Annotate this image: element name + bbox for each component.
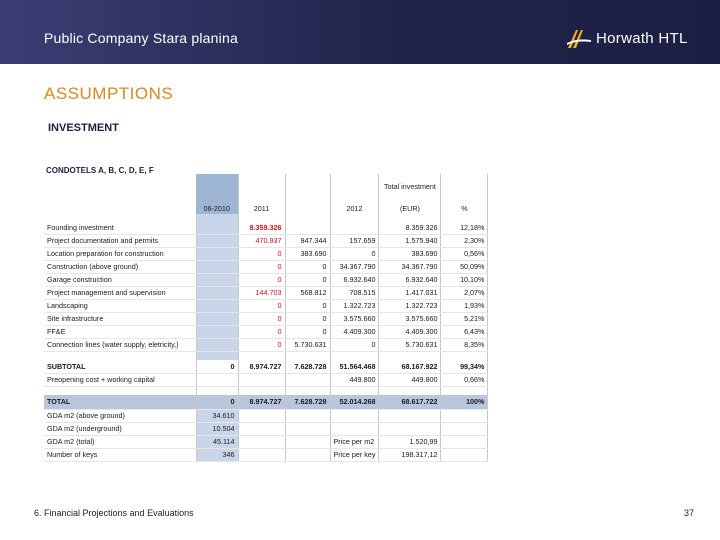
row-2011a: 0 (238, 339, 285, 352)
blank (238, 436, 285, 449)
price-value: 1.520,99 (379, 436, 441, 449)
footer-section-title: 6. Financial Projections and Evaluations (34, 508, 194, 518)
row-2012: 34.367.790 (330, 261, 379, 274)
header-band (0, 0, 720, 64)
row-2012: 0 (330, 339, 379, 352)
header-total (379, 174, 441, 214)
page-subtitle: INVESTMENT (48, 122, 119, 134)
price-value (379, 423, 441, 436)
header-2011 (285, 174, 330, 214)
table-row (44, 300, 488, 313)
row-2011b: 0 (285, 274, 330, 287)
row-label: Construction (above ground) (44, 261, 196, 274)
investment-table (44, 174, 488, 462)
table-row (44, 274, 488, 287)
row-2010 (196, 222, 238, 235)
page-number: 37 (684, 508, 695, 518)
table-row (44, 222, 488, 235)
row-pct: 10,10% (441, 274, 488, 287)
blank (238, 449, 285, 462)
row-total: 3.575.660 (379, 313, 441, 326)
row-total: 4.409.300 (379, 326, 441, 339)
metric-row (44, 436, 488, 449)
metric-value: 45.114 (196, 436, 238, 449)
row-2012: 0 (330, 248, 379, 261)
blank (285, 449, 330, 462)
row-label: Connection lines (water supply, eletricity,) (44, 339, 196, 352)
row-2011b: 0 (285, 326, 330, 339)
row-2011b (285, 222, 330, 235)
row-2012 (330, 222, 379, 235)
table-row (44, 287, 488, 300)
blank (285, 436, 330, 449)
preopening-pct: 0,66% (441, 374, 488, 387)
metric-row (44, 423, 488, 436)
row-2011b: 568.812 (285, 287, 330, 300)
row-pct: 8,35% (441, 339, 488, 352)
row-total: 6.932.640 (379, 274, 441, 287)
spacer-row (44, 387, 488, 396)
header-total-unit: (EUR) (399, 204, 420, 213)
row-2011a: 0 (238, 326, 285, 339)
horwath-logo (566, 26, 688, 50)
row-pct: 50,09% (441, 261, 488, 274)
header-blank (44, 174, 196, 214)
blank (441, 423, 488, 436)
row-total: 34.367.790 (379, 261, 441, 274)
total-2010: 0 (196, 395, 238, 410)
spacer-row (44, 214, 488, 222)
row-label: Founding investment (44, 222, 196, 235)
row-2011a: 144.703 (238, 287, 285, 300)
blank (238, 423, 285, 436)
spacer-row (44, 352, 488, 361)
metric-label: GDA m2 (underground) (44, 423, 196, 436)
subtotal-2011a: 8.974.727 (238, 360, 285, 374)
row-2011a: 0 (238, 248, 285, 261)
price-value (379, 410, 441, 423)
row-2011a: 0 (238, 300, 285, 313)
blank (238, 410, 285, 423)
blank (441, 436, 488, 449)
row-pct: 0,56% (441, 248, 488, 261)
preopening-label: Preopening cost + working capital (44, 374, 196, 387)
header-2011-red: 2011 (238, 174, 285, 214)
logo-text: Horwath HTL (596, 29, 688, 47)
total-total: 68.617.722 (379, 395, 441, 410)
blank (441, 410, 488, 423)
row-label: Project management and supervision (44, 287, 196, 300)
row-2010 (196, 261, 238, 274)
row-2011b: 0 (285, 300, 330, 313)
row-2010 (196, 274, 238, 287)
row-2010 (196, 248, 238, 261)
row-2010 (196, 326, 238, 339)
row-total: 8.359.326 (379, 222, 441, 235)
total-label: TOTAL (44, 395, 196, 410)
row-2012: 1.322.723 (330, 300, 379, 313)
row-2011a: 8.359.326 (238, 222, 285, 235)
row-2011b: 947.344 (285, 235, 330, 248)
metric-label: GDA m2 (above ground) (44, 410, 196, 423)
subtotal-label: SUBTOTAL (44, 360, 196, 374)
row-total: 1.575.940 (379, 235, 441, 248)
blank (285, 423, 330, 436)
total-row (44, 395, 488, 410)
total-2011a: 8.974.727 (238, 395, 285, 410)
row-2011a: 0 (238, 313, 285, 326)
price-label: Price per key (330, 449, 379, 462)
preopening-2012: 449.800 (330, 374, 379, 387)
row-2011a: 470.937 (238, 235, 285, 248)
row-total: 383.690 (379, 248, 441, 261)
row-2010 (196, 235, 238, 248)
preopening-total: 449.800 (379, 374, 441, 387)
row-total: 1.322.723 (379, 300, 441, 313)
blank (441, 449, 488, 462)
table-row (44, 248, 488, 261)
row-2011b: 5.730.631 (285, 339, 330, 352)
total-2011b: 7.628.728 (285, 395, 330, 410)
row-pct: 2,30% (441, 235, 488, 248)
row-2012: 157.659 (330, 235, 379, 248)
row-2010 (196, 339, 238, 352)
row-2012: 4.409.300 (330, 326, 379, 339)
row-2010 (196, 300, 238, 313)
header-2010: 06-2010 (196, 174, 238, 214)
row-pct: 1,93% (441, 300, 488, 313)
subtotal-total: 68.167.922 (379, 360, 441, 374)
price-label (330, 410, 379, 423)
row-label: Garage construction (44, 274, 196, 287)
row-total: 1.417.031 (379, 287, 441, 300)
metric-label: Number of keys (44, 449, 196, 462)
table-row (44, 339, 488, 352)
row-2011a: 0 (238, 274, 285, 287)
row-2012: 6.932.640 (330, 274, 379, 287)
row-label: Project documentation and permits (44, 235, 196, 248)
row-label: Location preparation for construction (44, 248, 196, 261)
row-2011b: 383.690 (285, 248, 330, 261)
row-label: Landscaping (44, 300, 196, 313)
metric-row (44, 449, 488, 462)
price-label (330, 423, 379, 436)
company-name: Public Company Stara planina (44, 30, 238, 46)
table-row (44, 326, 488, 339)
table-row (44, 235, 488, 248)
subtotal-2011b: 7.628.728 (285, 360, 330, 374)
table-header-row (44, 174, 488, 214)
subtotal-2012: 51.564.468 (330, 360, 379, 374)
table-row (44, 313, 488, 326)
row-2012: 3.575.660 (330, 313, 379, 326)
subtotal-pct: 99,34% (441, 360, 488, 374)
row-pct: 2,07% (441, 287, 488, 300)
row-pct: 6,43% (441, 326, 488, 339)
price-label: Price per m2 (330, 436, 379, 449)
blank (285, 410, 330, 423)
page-title: ASSUMPTIONS (44, 84, 174, 103)
row-2011a: 0 (238, 261, 285, 274)
preopening-row (44, 374, 488, 387)
metric-value: 10.504 (196, 423, 238, 436)
row-2012: 708.515 (330, 287, 379, 300)
row-label: Site infrastructure (44, 313, 196, 326)
metric-value: 346 (196, 449, 238, 462)
row-2010 (196, 287, 238, 300)
header-2012: 2012 (330, 174, 379, 214)
row-2011b: 0 (285, 261, 330, 274)
row-pct: 12,18% (441, 222, 488, 235)
section-label: CONDOTELS A, B, C, D, E, F (46, 166, 154, 175)
metric-label: GDA m2 (total) (44, 436, 196, 449)
row-2010 (196, 313, 238, 326)
header-pct: % (441, 174, 488, 214)
horwath-swoosh-icon (566, 27, 592, 49)
total-pct: 100% (441, 395, 488, 410)
metric-value: 34.610 (196, 410, 238, 423)
row-total: 5.730.631 (379, 339, 441, 352)
table-row (44, 261, 488, 274)
header-total-label: Total investment (383, 182, 436, 191)
subtotal-2010: 0 (196, 360, 238, 374)
price-value: 198.317,12 (379, 449, 441, 462)
row-pct: 5,21% (441, 313, 488, 326)
metric-row (44, 410, 488, 423)
total-2012: 52.014.268 (330, 395, 379, 410)
subtotal-row (44, 360, 488, 374)
row-label: FF&E (44, 326, 196, 339)
row-2011b: 0 (285, 313, 330, 326)
